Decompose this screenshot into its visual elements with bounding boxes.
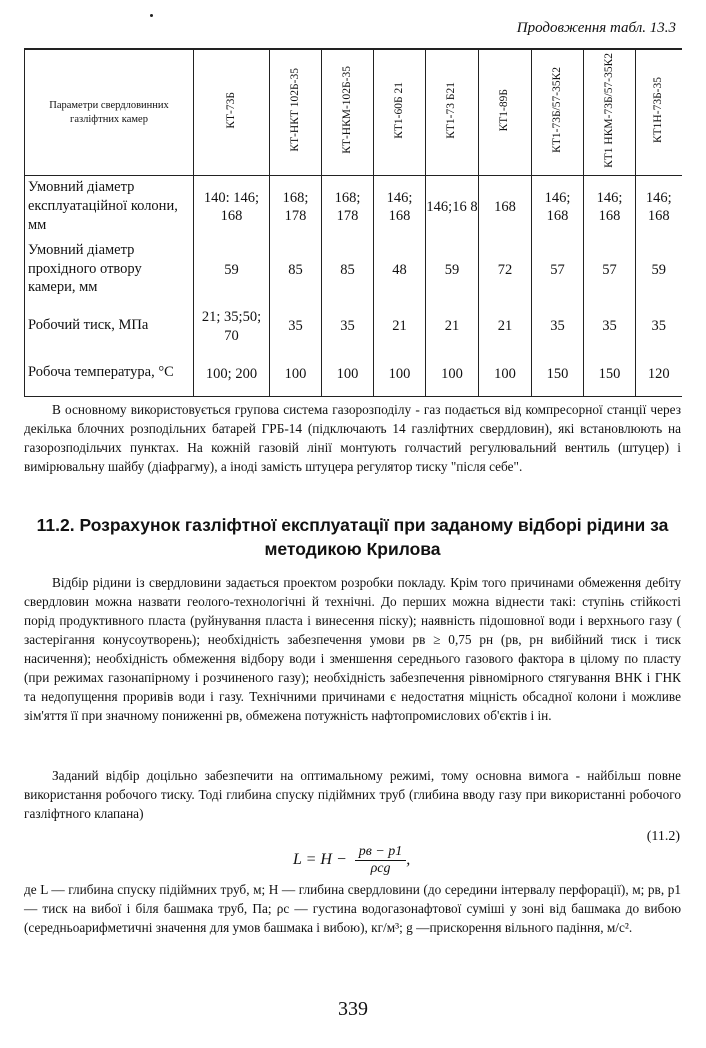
table-row (25, 239, 682, 302)
column-header-label: КТ1-73 Б21 (445, 81, 458, 139)
table-cell: 21 (374, 302, 426, 352)
paragraph-text: Заданий відбір доцільно забезпечити на оптимальному режимі, тому основна вимога - найбільш повне використання робочого тиску. Тоді глибина спуску підіймних труб (глибина вводу газу при використанні робочого газліфтного клапана) (24, 768, 681, 821)
column-header (479, 49, 532, 176)
table-header-row (25, 49, 682, 176)
table-cell: 100 (479, 352, 532, 397)
formula-numerator: pв − p1 (355, 844, 407, 861)
table-cell: 100 (426, 352, 479, 397)
column-header-label: КТ1-60Б 21 (392, 81, 405, 139)
row-label: Робоча температура, °С (25, 352, 194, 397)
table-caption: Продовження табл. 13.3 (516, 20, 676, 36)
table-row (25, 176, 682, 239)
formula-lhs: L = H − (293, 851, 347, 869)
table-cell: 150 (532, 352, 584, 397)
column-header-label: КТ1-73Б/57-35К2 (550, 67, 563, 153)
column-header-label: КТ-73Б (224, 91, 237, 129)
table-cell: 100 (270, 352, 322, 397)
table-cell: 140: 146; 168 (194, 176, 270, 239)
paragraph-text: де L — глибина спуску підіймних труб, м; H — глибина свердловини (до середини інтервалу перфорації), м; pв, p1 — тиск на вибої і біля башмака труб, Па; ρс — густина водогазонафтової суміші у зоні від башмака до вибою (середньоарифметичні значення для умов башмака і вибою), кг/м³; g —прискорення вільного падіння, м/с². (24, 882, 681, 935)
table-cell: 72 (479, 239, 532, 302)
table-row (25, 302, 682, 352)
column-header (270, 49, 322, 176)
paragraph-text: В основному використовується групова система газорозподілу - газ подається від компресорної станції через декілька блочних розподільних батарей ГРБ-14 (підключають 14 газліфтних свердловин), які встановлюють на газорозподільчих пунктах. На кожній газовій лінії монтують голчастий регулювальний вентиль (штуцер) і вимірювальну шайбу (діафрагму), а іноді замість штуцера регулятор тиску "після себе". (24, 402, 681, 474)
table-cell: 120 (636, 352, 682, 397)
formula-tail: , (406, 851, 411, 869)
table-cell: 85 (322, 239, 374, 302)
table-row (25, 352, 682, 397)
formula-denominator: ρсg (370, 861, 391, 876)
column-header (636, 49, 682, 176)
table-cell: 21 (479, 302, 532, 352)
column-header-label: КТ-НКТ 102Б-35 (288, 68, 301, 152)
table-cell: 48 (374, 239, 426, 302)
column-header (374, 49, 426, 176)
table-cell: 35 (532, 302, 584, 352)
table-cell: 85 (270, 239, 322, 302)
table-cell: 35 (322, 302, 374, 352)
parameters-table (24, 48, 682, 397)
paragraph-definitions (24, 880, 681, 937)
section-title: 11.2. Розрахунок газліфтної експлуатації при заданому відборі рідини за методикою Крилова (36, 515, 669, 559)
column-header (322, 49, 374, 176)
table-cell: 21; 35;50; 70 (194, 302, 270, 352)
table-cell: 59 (426, 239, 479, 302)
row-label: Робочий тиск, МПа (25, 302, 194, 352)
column-header-label: КТ-НКМ-102Б-35 (340, 66, 353, 154)
column-header-label: КТ1Н-73Б-35 (652, 76, 665, 143)
formula-fraction (355, 844, 407, 877)
table-cell: 146; 168 (374, 176, 426, 239)
paragraph-text: Відбір рідини із свердловини задається проектом розробки покладу. Крім того причинами обмеження дебіту свердловин можна назвати геолого-технологічні й технічні. До перших можна віднести такі: ступінь стійкості порід продуктивного пласта (руйнування пласта і винесення піску); наявність підошовної води і верхнього газу ( застерігання конусоутворень); необхідність забезпечення умови pв ≥ 0,75 pн (pв, pн вибійний тиск і тиск насичення); необхідність обмеження відбору води і зменшення середнього газового фактора в цілому по пласту (при режимах газонапірному і розчиненого газу); необхідність забезпечення рівномірного стягування ВНК і ГНК та недопущення проривів води і газу. Технічними причинами є недостатня міцність обсадної колони і можливе зім'яття її при значному пониженні pв, обмежена потужність нафтопромислових об'єктів і ін. (24, 575, 681, 723)
table-cell: 146; 168 (584, 176, 636, 239)
paragraph-mode (24, 766, 681, 823)
table-cell: 100 (374, 352, 426, 397)
formula (293, 844, 410, 877)
page-number: 339 (338, 998, 368, 1020)
paragraph-withdrawal (24, 573, 681, 725)
table-cell: 168; 178 (322, 176, 374, 239)
ink-dot (150, 14, 153, 17)
param-header-cell (25, 49, 194, 176)
table-cell: 168 (479, 176, 532, 239)
table-cell: 35 (270, 302, 322, 352)
paragraph-gas-distribution (24, 400, 681, 476)
table-cell: 100 (322, 352, 374, 397)
table-cell: 59 (194, 239, 270, 302)
param-header: Параметри свердловинних газліфтних камер (49, 99, 169, 125)
row-label: Умовний діаметр прохідного отвору камери, мм (25, 239, 194, 302)
table-cell: 21 (426, 302, 479, 352)
column-header-label: КТ1 НКМ-73Б/57-35К2 (602, 52, 615, 168)
table-cell: 168; 178 (270, 176, 322, 239)
table-cell: 150 (584, 352, 636, 397)
table-cell: 146;16 8 (426, 176, 479, 239)
column-header-label: КТ1-89Б (498, 88, 511, 132)
table-cell: 57 (532, 239, 584, 302)
table-cell: 35 (636, 302, 682, 352)
table-cell: 59 (636, 239, 682, 302)
table-cell: 57 (584, 239, 636, 302)
column-header (532, 49, 584, 176)
table-cell: 146; 168 (532, 176, 584, 239)
column-header (426, 49, 479, 176)
column-header (194, 49, 270, 176)
column-header (584, 49, 636, 176)
row-label: Умовний діаметр експлуатаційної колони, мм (25, 176, 194, 239)
table-cell: 146; 168 (636, 176, 682, 239)
table-cell: 100; 200 (194, 352, 270, 397)
table-cell: 35 (584, 302, 636, 352)
equation-number: (11.2) (646, 829, 680, 844)
